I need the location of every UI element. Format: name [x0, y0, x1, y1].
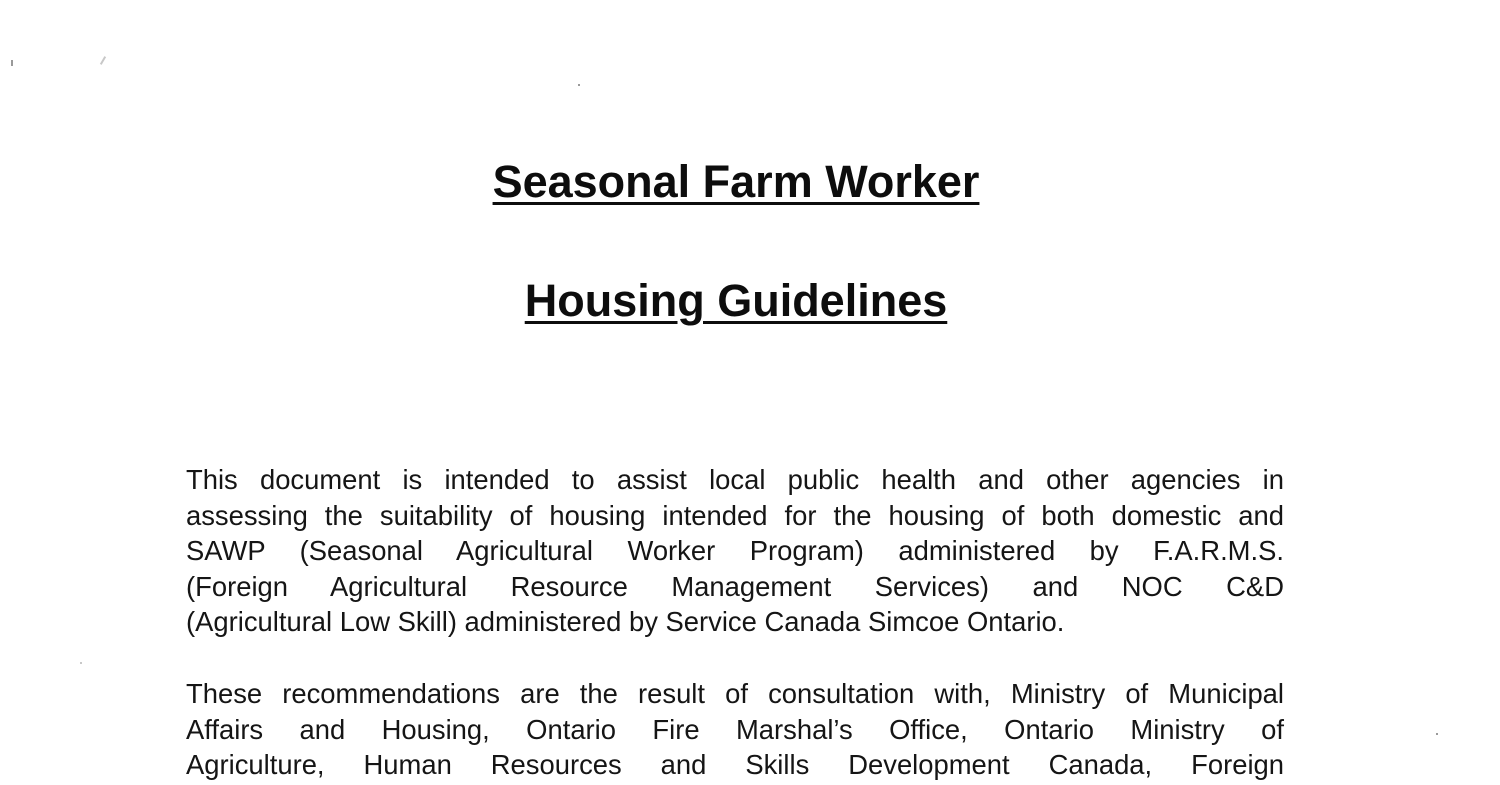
paragraph-line: assessing the suitability of housing intended for the housing of both domestic and [186, 499, 1284, 531]
scan-speck [1436, 733, 1438, 735]
paragraph-line: (Agricultural Low Skill) administered by Service Canada Simcoe Ontario. [186, 606, 1065, 637]
document-title-line-1 [0, 156, 1472, 208]
scan-speck [578, 84, 580, 86]
paragraph-line: Agriculture, Human Resources and Skills Development Canada, Foreign [186, 749, 1284, 780]
scan-speck [11, 60, 13, 66]
scan-speck [100, 56, 106, 65]
paragraph-line: These recommendations are the result of consultation with, Ministry of Municipal [186, 678, 1284, 709]
paragraph-line: Affairs and Housing, Ontario Fire Marshal’s Office, Ontario Ministry of [186, 713, 1284, 745]
title-line-1-text: Seasonal Farm Worker [492, 156, 980, 207]
document-title-line-2 [0, 275, 1472, 327]
scan-speck [80, 662, 82, 664]
paragraph-line: SAWP (Seasonal Agricultural Worker Program) administered by F.A.R.M.S. [186, 535, 1284, 566]
paragraph-line: This document is intended to assist local public health and other agencies in [186, 464, 1284, 495]
paragraph-line: (Foreign Agricultural Resource Management Services) and NOC C&D [186, 570, 1284, 602]
consultation-paragraph [186, 676, 1284, 783]
title-line-2-text: Housing Guidelines [524, 275, 948, 326]
intro-paragraph [186, 462, 1284, 640]
